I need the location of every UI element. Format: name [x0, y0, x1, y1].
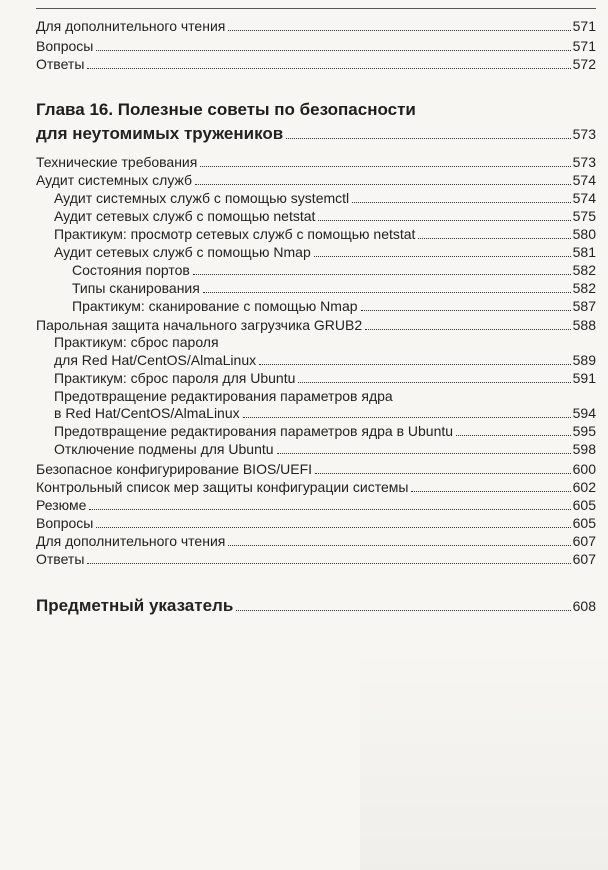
- index-page: 608: [572, 598, 596, 614]
- leader-dots: [411, 491, 570, 492]
- toc-entry-page: 581: [572, 244, 596, 260]
- toc-entry-title: Ответы: [36, 56, 85, 72]
- toc-entry-title: Безопасное конфигурирование BIOS/UEFI: [36, 461, 313, 477]
- toc-entry-title: Вопросы: [36, 515, 94, 531]
- toc-subentry[interactable]: [36, 405, 596, 422]
- show-through-shadow: [360, 640, 608, 870]
- toc-entry-page: 594: [572, 405, 596, 421]
- leader-dots: [89, 509, 570, 510]
- leader-dots: [203, 292, 571, 293]
- chapter-heading[interactable]: [36, 124, 596, 144]
- toc-entry-title: Аудит системных служб: [36, 172, 193, 188]
- leader-dots: [456, 435, 571, 436]
- toc-entry[interactable]: [36, 479, 596, 496]
- leader-dots: [243, 417, 571, 418]
- toc-entry-page: 572: [572, 56, 596, 72]
- toc-entry-page: 588: [572, 317, 596, 333]
- toc-entry[interactable]: [36, 515, 596, 532]
- index-title: Предметный указатель: [36, 596, 234, 615]
- toc-entry-page: 595: [572, 423, 596, 439]
- toc-subentry-line1: Предотвращение редактирования параметров ядра: [54, 388, 393, 404]
- toc-entry-page: 605: [572, 497, 596, 513]
- toc-entry[interactable]: [36, 497, 596, 514]
- toc-entry-title: Технические требования: [36, 154, 198, 170]
- leader-dots: [193, 274, 571, 275]
- toc-subentry[interactable]: [36, 208, 596, 225]
- leader-dots: [87, 563, 570, 564]
- leader-dots: [277, 453, 571, 454]
- toc-entry-title: Практикум: просмотр сетевых служб с помощью netstat: [54, 226, 416, 242]
- toc-entry[interactable]: [36, 154, 596, 171]
- leader-dots: [315, 473, 571, 474]
- toc-entry-title: Ответы: [36, 551, 85, 567]
- toc-entry-title: Состояния портов: [72, 262, 190, 278]
- leader-dots: [365, 329, 571, 330]
- leader-dots: [352, 202, 570, 203]
- chapter-title-line1: Глава 16. Полезные советы по безопасности: [36, 100, 416, 119]
- leader-dots: [96, 527, 570, 528]
- toc-entry-page: 600: [572, 461, 596, 477]
- leader-dots: [195, 184, 571, 185]
- toc-entry[interactable]: [36, 56, 596, 73]
- leader-dots: [418, 238, 570, 239]
- toc-entry-title: в Red Hat/CentOS/AlmaLinux: [54, 405, 240, 421]
- toc-subsubentry[interactable]: [36, 298, 596, 315]
- toc-subentry-line1: Практикум: сброс пароля: [54, 334, 219, 350]
- toc-entry[interactable]: [36, 38, 596, 55]
- toc-entry-title: Предотвращение редактирования параметров ядра в Ubuntu: [54, 423, 454, 439]
- toc-subsubentry[interactable]: [36, 262, 596, 279]
- toc-subentry[interactable]: [36, 441, 596, 458]
- leader-dots: [96, 50, 570, 51]
- toc-entry-page: 580: [572, 226, 596, 242]
- toc-subentry[interactable]: [36, 423, 596, 440]
- toc-subentry[interactable]: [36, 244, 596, 261]
- toc-entry-title: Практикум: сканирование с помощью Nmap: [72, 298, 358, 314]
- toc-entry-page: 607: [572, 533, 596, 549]
- toc-entry-page: 574: [572, 190, 596, 206]
- top-rule: [36, 8, 596, 9]
- leader-dots: [236, 610, 570, 611]
- toc-entry-title: Резюме: [36, 497, 87, 513]
- chapter-title-line2: для неутомимых тружеников: [36, 124, 284, 143]
- toc-entry-title: Контрольный список мер защиты конфигурации системы: [36, 479, 409, 495]
- toc-entry-page: 571: [572, 38, 596, 54]
- leader-dots: [228, 30, 570, 31]
- leader-dots: [361, 310, 571, 311]
- toc-entry-title: Аудит сетевых служб с помощью netstat: [54, 208, 316, 224]
- toc-subentry[interactable]: [36, 370, 596, 387]
- toc-entry-title: Для дополнительного чтения: [36, 18, 226, 34]
- toc-entry-title: Типы сканирования: [72, 280, 200, 296]
- toc-entry-page: 582: [572, 262, 596, 278]
- toc-subentry[interactable]: [36, 352, 596, 369]
- toc-entry-title: Аудит сетевых служб с помощью Nmap: [54, 244, 311, 260]
- toc-entry-title: для Red Hat/CentOS/AlmaLinux: [54, 352, 257, 368]
- toc-entry-page: 605: [572, 515, 596, 531]
- toc-entry[interactable]: [36, 317, 596, 334]
- toc-subsubentry[interactable]: [36, 280, 596, 297]
- toc-subentry[interactable]: [36, 226, 596, 243]
- toc-entry[interactable]: [36, 172, 596, 189]
- chapter-page: 573: [572, 126, 596, 142]
- toc-entry-page: 582: [572, 280, 596, 296]
- toc-entry-title: Аудит системных служб с помощью systemctl: [54, 190, 350, 206]
- toc-entry[interactable]: [36, 533, 596, 550]
- leader-dots: [286, 138, 570, 139]
- toc-entry-title: Вопросы: [36, 38, 94, 54]
- toc-entry-page: 571: [572, 18, 596, 34]
- leader-dots: [87, 68, 570, 69]
- toc-entry-page: 607: [572, 551, 596, 567]
- toc-entry-page: 575: [572, 208, 596, 224]
- toc-entry-page: 574: [572, 172, 596, 188]
- toc-entry-page: 591: [572, 370, 596, 386]
- toc-entry[interactable]: [36, 551, 596, 568]
- leader-dots: [298, 382, 570, 383]
- toc-entry-title: Для дополнительного чтения: [36, 533, 226, 549]
- toc-entry-page: 587: [572, 298, 596, 314]
- toc-entry-page: 573: [572, 154, 596, 170]
- toc-entry[interactable]: [36, 461, 596, 478]
- toc-entry-title: Парольная защита начального загрузчика GRUB2: [36, 317, 363, 333]
- toc-entry-page: 598: [572, 441, 596, 457]
- toc-entry[interactable]: [36, 18, 596, 35]
- toc-subentry[interactable]: [36, 190, 596, 207]
- leader-dots: [314, 256, 571, 257]
- leader-dots: [259, 364, 571, 365]
- leader-dots: [318, 220, 570, 221]
- leader-dots: [228, 545, 570, 546]
- toc-entry-title: Практикум: сброс пароля для Ubuntu: [54, 370, 296, 386]
- index-heading[interactable]: [36, 596, 596, 616]
- toc-entry-title: Отключение подмены для Ubuntu: [54, 441, 274, 457]
- toc-entry-page: 602: [572, 479, 596, 495]
- leader-dots: [200, 166, 570, 167]
- toc-entry-page: 589: [572, 352, 596, 368]
